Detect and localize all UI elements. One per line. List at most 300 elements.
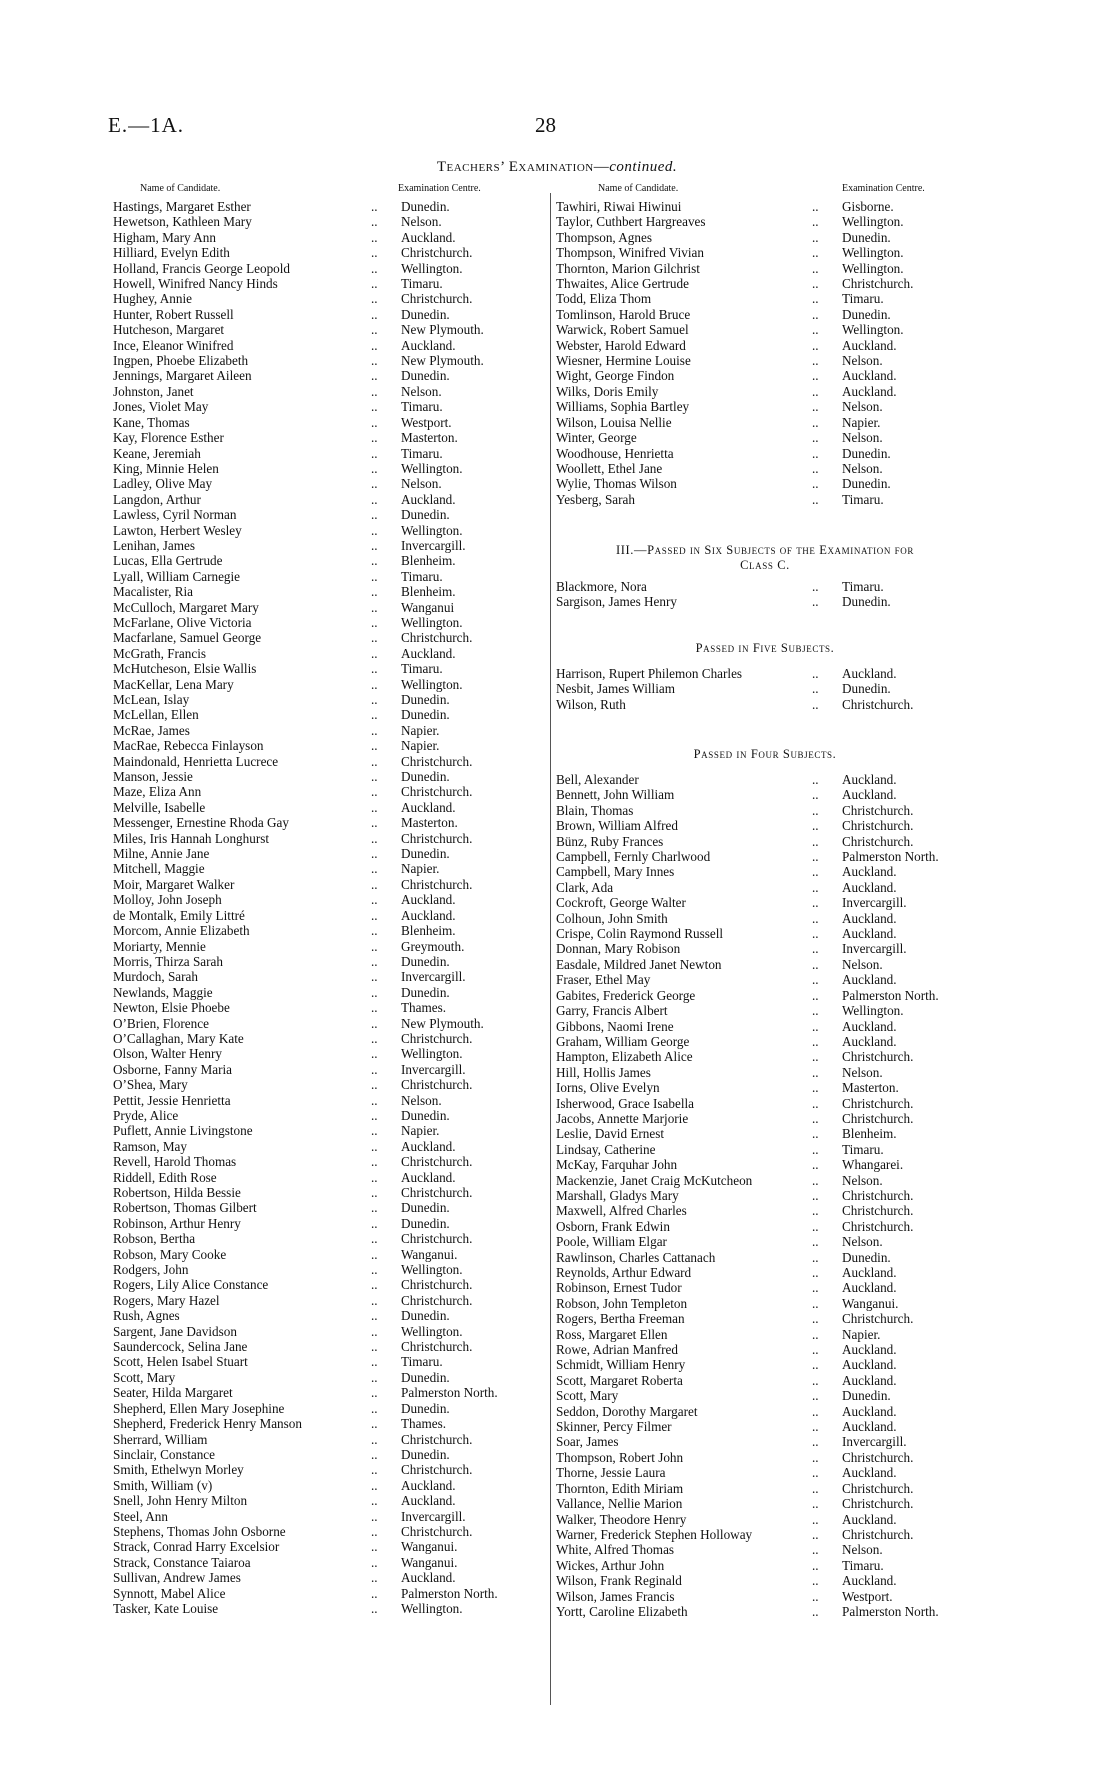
candidate-name: Clark, Ada: [556, 879, 614, 895]
candidate-name: Scott, Margaret Roberta: [556, 1372, 683, 1388]
candidate-name: Colhoun, John Smith: [556, 910, 668, 926]
leader-dots: ..: [812, 1603, 819, 1619]
candidate-name: Robson, John Templeton: [556, 1295, 688, 1311]
candidate-name: Campbell, Mary Innes: [556, 864, 675, 880]
examination-centre: Invercargill.: [401, 537, 466, 553]
examination-centre: Christchurch.: [401, 1462, 473, 1478]
examination-centre: Auckland.: [842, 787, 897, 803]
leader-dots: ..: [371, 414, 378, 430]
page-number: 28: [535, 113, 556, 137]
candidate-name: Smith, Ethelwyn Morley: [113, 1462, 244, 1478]
examination-centre: Christchurch.: [842, 1203, 914, 1219]
leader-dots: ..: [812, 972, 819, 988]
leader-dots: ..: [371, 614, 378, 630]
examination-centre: Gisborne.: [842, 199, 894, 214]
leader-dots: ..: [371, 1185, 378, 1200]
leader-dots: ..: [371, 599, 378, 615]
examination-centre: Christchurch.: [842, 1110, 914, 1126]
examination-centre: Whangarei.: [842, 1157, 904, 1173]
examination-centre: Wellington.: [401, 460, 463, 476]
leader-dots: ..: [812, 353, 819, 369]
leader-dots: ..: [371, 1385, 378, 1401]
candidate-name: Robinson, Arthur Henry: [113, 1215, 241, 1231]
candidate-name: Lyall, William Carnegie: [113, 568, 241, 584]
leader-dots: ..: [371, 1154, 378, 1170]
candidate-name: Wilks, Doris Emily: [556, 383, 659, 399]
leader-dots: ..: [812, 1480, 819, 1496]
leader-dots: ..: [371, 1169, 378, 1185]
leader-dots: ..: [812, 987, 819, 1003]
candidate-name: Shepherd, Frederick Henry Manson: [113, 1416, 302, 1432]
leader-dots: ..: [371, 1462, 378, 1478]
candidate-name: Wylie, Thomas Wilson: [556, 476, 677, 492]
examination-centre: Christchurch.: [842, 1311, 914, 1327]
candidate-name: Smith, William (v): [113, 1477, 213, 1493]
candidate-name: Maindonald, Henrietta Lucrece: [113, 753, 279, 769]
leader-dots: ..: [371, 476, 378, 492]
leader-dots: ..: [371, 1508, 378, 1524]
examination-centre: Christchurch.: [842, 276, 914, 292]
examination-centre: Timaru.: [401, 276, 443, 292]
leader-dots: ..: [812, 383, 819, 399]
leader-dots: ..: [371, 1262, 378, 1278]
candidate-name: Puflett, Annie Livingstone: [113, 1123, 253, 1139]
leader-dots: ..: [812, 1326, 819, 1342]
leader-dots: ..: [371, 245, 378, 261]
examination-centre: Christchurch.: [842, 1449, 914, 1465]
leader-dots: ..: [812, 1449, 819, 1465]
leader-dots: ..: [371, 445, 378, 461]
examination-centre: Christchurch.: [842, 1095, 914, 1111]
leader-dots: ..: [812, 199, 819, 214]
candidate-name: Lenihan, James: [113, 537, 196, 553]
candidate-name: Rodgers, John: [113, 1262, 189, 1278]
candidate-name: O’Callaghan, Mary Kate: [113, 1030, 244, 1046]
leader-dots: ..: [812, 260, 819, 276]
examination-centre: Dunedin.: [401, 707, 450, 723]
candidate-name: Sherrard, William: [113, 1431, 208, 1447]
candidate-name: Rogers, Mary Hazel: [113, 1292, 220, 1308]
examination-centre: Auckland.: [842, 383, 897, 399]
examination-centre: Auckland.: [842, 1357, 897, 1373]
leader-dots: ..: [371, 676, 378, 692]
examination-centre: Blenheim.: [401, 553, 456, 569]
examination-centre: Auckland.: [401, 1169, 456, 1185]
candidate-name: Blackmore, Nora: [556, 579, 647, 594]
leader-dots: ..: [371, 1046, 378, 1062]
examination-centre: Dunedin.: [401, 984, 450, 1000]
leader-dots: ..: [371, 1585, 378, 1601]
examination-centre: Christchurch.: [401, 291, 473, 307]
candidate-name: Warner, Frederick Stephen Holloway: [556, 1526, 753, 1542]
candidate-name: King, Minnie Helen: [113, 460, 219, 476]
leader-dots: ..: [371, 322, 378, 338]
candidate-name: Sargent, Jane Davidson: [113, 1323, 237, 1339]
candidate-name: Jacobs, Annette Marjorie: [556, 1110, 689, 1126]
leader-dots: ..: [812, 1172, 819, 1188]
candidate-name: MacRae, Rebecca Finlayson: [113, 738, 264, 754]
candidate-name: Walker, Theodore Henry: [556, 1511, 687, 1527]
leader-dots: ..: [812, 772, 819, 787]
leader-dots: ..: [812, 1203, 819, 1219]
examination-centre: Nelson.: [401, 214, 442, 230]
leader-dots: ..: [812, 1419, 819, 1435]
leader-dots: ..: [812, 1295, 819, 1311]
examination-centre: Wellington.: [401, 1323, 463, 1339]
examination-centre: Wellington.: [401, 676, 463, 692]
leader-dots: ..: [371, 1231, 378, 1247]
examination-centre: Christchurch.: [842, 802, 914, 818]
examination-centre: Nelson.: [401, 383, 442, 399]
examination-centre: Blenheim.: [401, 923, 456, 939]
examination-centre: Christchurch.: [401, 1339, 473, 1355]
candidate-name: Soar, James: [556, 1434, 619, 1450]
examination-centre: Christchurch.: [401, 1292, 473, 1308]
examination-centre: Thames.: [401, 1000, 447, 1016]
candidate-name: Woodhouse, Henrietta: [556, 445, 674, 461]
candidate-name: Fraser, Ethel May: [556, 972, 651, 988]
examination-centre: Napier.: [842, 414, 881, 430]
title-main: Teachers’ Examination—: [436, 159, 610, 175]
candidate-name: McGrath, Francis: [113, 645, 207, 661]
examination-centre: Westport.: [842, 1588, 893, 1604]
candidate-name: Stephens, Thomas John Osborne: [113, 1523, 286, 1539]
candidate-name: Reynolds, Arthur Edward: [556, 1265, 692, 1280]
candidate-name: Lawless, Cyril Norman: [113, 507, 237, 523]
examination-centre: Wanganui: [401, 599, 455, 615]
candidate-name: Hastings, Margaret Esther: [113, 199, 251, 214]
leader-dots: ..: [371, 430, 378, 446]
candidate-name: Iorns, Olive Evelyn: [556, 1080, 660, 1096]
candidate-name: Hewetson, Kathleen Mary: [113, 214, 252, 230]
leader-dots: ..: [371, 260, 378, 276]
leader-dots: ..: [812, 245, 819, 261]
leader-dots: ..: [812, 1465, 819, 1481]
examination-centre: Christchurch.: [401, 630, 473, 646]
examination-centre: Napier.: [401, 861, 440, 877]
leader-dots: ..: [371, 584, 378, 600]
candidate-name: Campbell, Fernly Charlwood: [556, 849, 711, 865]
leader-dots: ..: [371, 830, 378, 846]
leader-dots: ..: [371, 229, 378, 245]
examination-centre: Christchurch.: [401, 1231, 473, 1247]
examination-centre: Nelson.: [842, 956, 883, 972]
candidate-name: Morris, Thirza Sarah: [113, 953, 223, 969]
leader-dots: ..: [812, 594, 819, 610]
candidate-name: Keane, Jeremiah: [113, 445, 201, 461]
leader-dots: ..: [812, 445, 819, 461]
leader-dots: ..: [371, 1077, 378, 1093]
candidate-name: Thwaites, Alice Gertrude: [556, 276, 689, 292]
examination-centre: Wanganui.: [842, 1295, 899, 1311]
candidate-name: McLean, Islay: [113, 692, 190, 707]
candidate-name: Gibbons, Naomi Irene: [556, 1018, 674, 1034]
examination-centre: Dunedin.: [842, 306, 891, 322]
section-six-heading-line2: Class C.: [740, 558, 790, 572]
candidate-name: Yortt, Caroline Elizabeth: [556, 1603, 688, 1619]
leader-dots: ..: [371, 799, 378, 815]
examination-centre: Auckland.: [842, 864, 897, 880]
candidate-name: Graham, William George: [556, 1033, 690, 1049]
leader-dots: ..: [371, 661, 378, 677]
examination-centre: Auckland.: [842, 1265, 897, 1280]
candidate-name: Miles, Iris Hannah Longhurst: [113, 830, 270, 846]
title-italic: continued.: [609, 159, 678, 175]
leader-dots: ..: [371, 568, 378, 584]
candidate-name: Leslie, David Ernest: [556, 1126, 665, 1142]
leader-dots: ..: [812, 491, 819, 507]
examination-centre: Auckland.: [842, 1280, 897, 1296]
leader-dots: ..: [371, 753, 378, 769]
candidate-name: Marshall, Gladys Mary: [556, 1187, 679, 1203]
leader-dots: ..: [371, 337, 378, 353]
candidate-name: Lawton, Herbert Wesley: [113, 522, 242, 538]
candidate-name: Ladley, Olive May: [113, 476, 213, 492]
leader-dots: ..: [812, 849, 819, 865]
examination-centre: Blenheim.: [842, 1126, 897, 1142]
candidate-name: McFarlane, Olive Victoria: [113, 614, 252, 630]
leader-dots: ..: [371, 1446, 378, 1462]
candidate-name: Newton, Elsie Phoebe: [113, 1000, 230, 1016]
leader-dots: ..: [812, 1280, 819, 1296]
examination-centre: Dunedin.: [401, 769, 450, 785]
leader-dots: ..: [371, 1570, 378, 1586]
candidate-name: Lindsay, Catherine: [556, 1141, 656, 1157]
examination-centre: Auckland.: [401, 892, 456, 908]
candidate-name: Nesbit, James William: [556, 681, 675, 697]
leader-dots: ..: [371, 199, 378, 214]
examination-centre: Dunedin.: [401, 1308, 450, 1324]
candidate-name: Vallance, Nellie Marion: [556, 1496, 683, 1512]
examination-centre: Palmerston North.: [842, 987, 939, 1003]
leader-dots: ..: [371, 953, 378, 969]
candidate-name: Sullivan, Andrew James: [113, 1570, 241, 1586]
leader-dots: ..: [371, 1000, 378, 1016]
examination-centre: Dunedin.: [401, 1446, 450, 1462]
leader-dots: ..: [812, 1434, 819, 1450]
examination-centre: Timaru.: [842, 579, 884, 594]
leader-dots: ..: [812, 1542, 819, 1558]
leader-dots: ..: [371, 738, 378, 754]
leader-dots: ..: [371, 491, 378, 507]
examination-centre: Invercargill.: [401, 1061, 466, 1077]
leader-dots: ..: [812, 1526, 819, 1542]
leader-dots: ..: [812, 956, 819, 972]
leader-dots: ..: [371, 846, 378, 862]
right-centre-column-header: Examination Centre.: [842, 183, 925, 194]
examination-centre: Auckland.: [401, 491, 456, 507]
leader-dots: ..: [812, 895, 819, 911]
examination-centre: Invercargill.: [401, 1508, 466, 1524]
leader-dots: ..: [812, 337, 819, 353]
candidate-name: Seater, Hilda Margaret: [113, 1385, 233, 1401]
examination-centre: Invercargill.: [842, 941, 907, 957]
candidate-name: Webster, Harold Edward: [556, 337, 686, 353]
leader-dots: ..: [371, 1246, 378, 1262]
candidate-name: Rogers, Bertha Freeman: [556, 1311, 685, 1327]
leader-dots: ..: [812, 368, 819, 384]
candidate-name: Hampton, Elizabeth Alice: [556, 1049, 693, 1065]
examination-centre: Dunedin.: [842, 445, 891, 461]
candidate-name: Robson, Bertha: [113, 1231, 196, 1247]
leader-dots: ..: [812, 1003, 819, 1019]
examination-centre: New Plymouth.: [401, 353, 484, 369]
leader-dots: ..: [371, 306, 378, 322]
examination-centre: Wellington.: [401, 260, 463, 276]
leader-dots: ..: [371, 1477, 378, 1493]
leader-dots: ..: [371, 1123, 378, 1139]
candidate-name: Revell, Harold Thomas: [113, 1154, 237, 1170]
candidate-name: Isherwood, Grace Isabella: [556, 1095, 695, 1111]
leader-dots: ..: [371, 1400, 378, 1416]
examination-centre: Dunedin.: [401, 1400, 450, 1416]
examination-centre: Dunedin.: [842, 476, 891, 492]
leader-dots: ..: [371, 276, 378, 292]
examination-centre: Auckland.: [842, 1018, 897, 1034]
candidate-name: Johnston, Janet: [113, 383, 194, 399]
examination-centre: Christchurch.: [401, 1077, 473, 1093]
examination-centre: Timaru.: [842, 1557, 884, 1573]
examination-centre: Nelson.: [842, 1234, 883, 1250]
leader-dots: ..: [812, 926, 819, 942]
examination-centre: Auckland.: [842, 337, 897, 353]
examination-centre: Auckland.: [842, 1511, 897, 1527]
examination-centre: Christchurch.: [401, 245, 473, 261]
leader-dots: ..: [812, 1511, 819, 1527]
examination-centre: Dunedin.: [401, 368, 450, 384]
candidate-name: Thompson, Winifred Vivian: [556, 245, 704, 261]
candidate-name: Woollett, Ethel Jane: [556, 460, 663, 476]
section-five-heading: Passed in Five Subjects.: [695, 641, 835, 655]
leader-dots: ..: [812, 214, 819, 230]
candidate-name: McLellan, Ellen: [113, 707, 199, 723]
candidate-name: Kay, Florence Esther: [113, 430, 224, 446]
examination-centre: Timaru.: [401, 1354, 443, 1370]
examination-centre: Wanganui.: [401, 1246, 458, 1262]
examination-centre: Dunedin.: [842, 681, 891, 697]
candidate-name: McHutcheson, Elsie Wallis: [113, 661, 257, 677]
examination-centre: Christchurch.: [401, 753, 473, 769]
leader-dots: ..: [812, 1033, 819, 1049]
examination-centre: Dunedin.: [842, 1388, 891, 1404]
examination-centre: Dunedin.: [401, 306, 450, 322]
leader-dots: ..: [371, 1292, 378, 1308]
leader-dots: ..: [812, 291, 819, 307]
leader-dots: ..: [371, 1061, 378, 1077]
examination-centre: Christchurch.: [842, 1049, 914, 1065]
examination-centre: Christchurch.: [401, 1185, 473, 1200]
examination-centre: Nelson.: [842, 1542, 883, 1558]
candidate-name: Strack, Constance Taiaroa: [113, 1554, 251, 1570]
examination-centre: Palmerston North.: [401, 1385, 498, 1401]
candidate-name: Pettit, Jessie Henrietta: [113, 1092, 231, 1108]
candidate-name: Rowe, Adrian Manfred: [556, 1342, 678, 1358]
candidate-name: Crispe, Colin Raymond Russell: [556, 926, 724, 942]
candidate-name: Kane, Thomas: [113, 414, 190, 430]
candidate-name: Synnott, Mabel Alice: [113, 1585, 226, 1601]
candidate-name: Snell, John Henry Milton: [113, 1493, 248, 1509]
examination-centre: Masterton.: [842, 1080, 899, 1096]
leader-dots: ..: [371, 1416, 378, 1432]
candidate-name: Osborne, Fanny Maria: [113, 1061, 233, 1077]
candidate-name: Morcom, Annie Elizabeth: [113, 923, 250, 939]
candidate-name: Thompson, Robert John: [556, 1449, 684, 1465]
candidate-name: Thorne, Jessie Laura: [556, 1465, 666, 1481]
candidate-name: Thornton, Marion Gilchrist: [556, 260, 700, 276]
examination-centre: Nelson.: [401, 476, 442, 492]
examination-centre: Invercargill.: [401, 969, 466, 985]
left-centre-column-header: Examination Centre.: [398, 183, 481, 194]
leader-dots: ..: [812, 1064, 819, 1080]
candidate-name: Bell, Alexander: [556, 772, 639, 787]
candidate-name: Robinson, Ernest Tudor: [556, 1280, 682, 1296]
candidate-name: Ingpen, Phoebe Elizabeth: [113, 353, 249, 369]
examination-centre: Christchurch.: [842, 818, 914, 834]
leader-dots: ..: [812, 1342, 819, 1358]
candidate-name: Messenger, Ernestine Rhoda Gay: [113, 815, 289, 831]
examination-centre: New Plymouth.: [401, 1015, 484, 1031]
examination-centre: Auckland.: [842, 666, 897, 681]
candidate-name: Wickes, Arthur John: [556, 1557, 665, 1573]
examination-centre: Auckland.: [401, 1493, 456, 1509]
leader-dots: ..: [812, 910, 819, 926]
leader-dots: ..: [371, 984, 378, 1000]
candidate-name: Sargison, James Henry: [556, 594, 677, 610]
candidate-name: Wight, George Findon: [556, 368, 675, 384]
examination-centre: Wellington.: [401, 1262, 463, 1278]
candidate-name: Wiesner, Hermine Louise: [556, 353, 691, 369]
column-divider: [550, 193, 551, 1705]
leader-dots: ..: [371, 861, 378, 877]
candidate-name: Taylor, Cuthbert Hargreaves: [556, 214, 706, 230]
candidate-name: Mackenzie, Janet Craig McKutcheon: [556, 1172, 753, 1188]
section-six-heading: [550, 543, 980, 573]
examination-centre: Wanganui.: [401, 1554, 458, 1570]
examination-centre: Auckland.: [842, 1403, 897, 1419]
examination-centre: Dunedin.: [401, 1369, 450, 1385]
candidate-name: Milne, Annie Jane: [113, 846, 210, 862]
leader-dots: ..: [812, 1126, 819, 1142]
examination-centre: Wellington.: [401, 614, 463, 630]
leader-dots: ..: [371, 383, 378, 399]
leader-dots: ..: [371, 1200, 378, 1216]
leader-dots: ..: [812, 476, 819, 492]
candidate-name: Rawlinson, Charles Cattanach: [556, 1249, 716, 1265]
leader-dots: ..: [371, 368, 378, 384]
page-title: [0, 159, 1114, 176]
candidate-name: Robertson, Thomas Gilbert: [113, 1200, 257, 1216]
left-name-column-header: Name of Candidate.: [140, 183, 221, 194]
examination-centre: Auckland.: [401, 1477, 456, 1493]
leader-dots: ..: [812, 1141, 819, 1157]
leader-dots: ..: [371, 722, 378, 738]
candidate-name: Saundercock, Selina Jane: [113, 1339, 248, 1355]
leader-dots: ..: [371, 460, 378, 476]
leader-dots: ..: [812, 818, 819, 834]
candidate-name: Wilson, Ruth: [556, 696, 626, 712]
candidate-name: Macfarlane, Samuel George: [113, 630, 262, 646]
candidate-name: Winter, George: [556, 430, 637, 446]
examination-centre: Nelson.: [842, 353, 883, 369]
leader-dots: ..: [812, 1249, 819, 1265]
examination-centre: Christchurch.: [842, 1480, 914, 1496]
right-name-column-header: Name of Candidate.: [598, 183, 679, 194]
candidate-name: McKay, Farquhar John: [556, 1157, 678, 1173]
candidate-name: Murdoch, Sarah: [113, 969, 198, 985]
leader-dots: ..: [371, 1600, 378, 1616]
candidate-name: Sinclair, Constance: [113, 1446, 216, 1462]
candidate-name: MacKellar, Lena Mary: [113, 676, 234, 692]
